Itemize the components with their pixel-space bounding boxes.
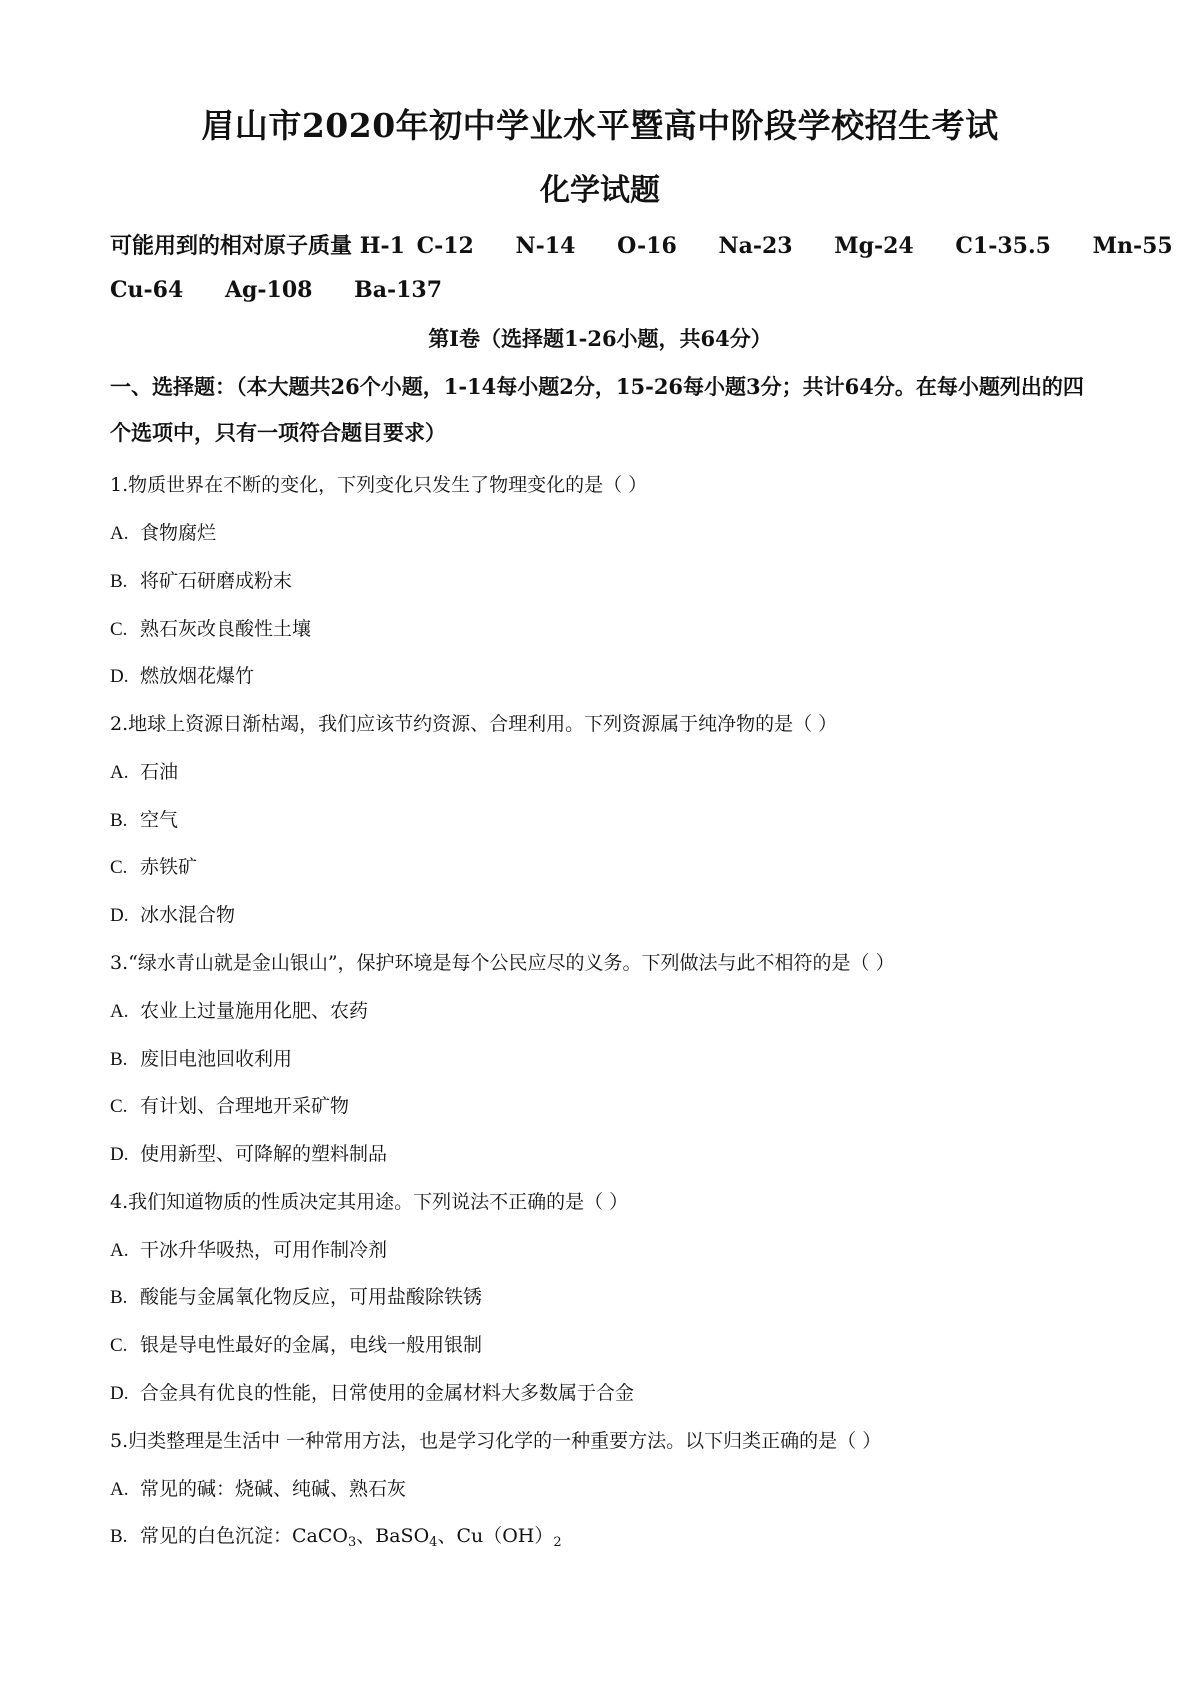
option: A. 干冰升华吸热，可用作制冷剂: [110, 1239, 388, 1261]
option: D. 冰水混合物: [110, 904, 236, 926]
option: B. 常见的白色沉淀：CaCO$_3$、BaSO$_4$、$Cu(OH)_2$: [110, 1525, 562, 1550]
option: A. 食物腐烂: [110, 522, 217, 544]
atomic-masses-row-1: [110, 229, 1200, 260]
option: B. 酸能与金属氧化物反应，可用盐酸除铁锈: [110, 1286, 483, 1308]
mass-item: N-14: [515, 233, 576, 259]
mass-item: Cu-64: [110, 277, 184, 303]
option: D. 燃放烟花爆竹: [110, 665, 255, 687]
option: C. 赤铁矿: [110, 856, 198, 878]
option: D. 使用新型、可降解的塑料制品: [110, 1143, 388, 1165]
mass-item: Mn-55: [1092, 233, 1173, 259]
mass-item: Ag-108: [224, 277, 313, 303]
question-stem: 4.我们知道物质的性质决定其用途。下列说法不正确的是（ ）: [110, 1191, 629, 1213]
question-stem: 2.地球上资源日渐枯竭，我们应该节约资源、合理利用。下列资源属于纯净物的是（ ）: [110, 713, 838, 735]
option: A. 石油: [110, 761, 179, 783]
question-stem: 1.物质世界在不断的变化，下列变化只发生了物理变化的是（ ）: [110, 474, 648, 496]
option: C. 银是导电性最好的金属，电线一般用银制: [110, 1334, 483, 1356]
exam-subtitle: 化学试题: [540, 173, 660, 208]
atomic-masses-label: 可能用到的相对原子质量 H-1: [110, 233, 405, 259]
mass-item: Mg-24: [834, 233, 914, 259]
option: B. 空气: [110, 809, 179, 831]
atomic-masses-row-2: [110, 277, 476, 303]
option: B. 废旧电池回收利用: [110, 1048, 293, 1070]
mass-item: Na-23: [718, 233, 793, 259]
option: D. 合金具有优良的性能，日常使用的金属材料大多数属于合金: [110, 1382, 635, 1404]
option: C. 熟石灰改良酸性土壤: [110, 618, 312, 640]
question-stem: 3.“绿水青山就是金山银山”，保护环境是每个公民应尽的义务。下列做法与此不相符的是（ ）: [110, 952, 895, 974]
mass-item: C-12: [416, 233, 474, 259]
mass-item: O-16: [617, 233, 677, 259]
question-stem: 5.归类整理是生活中 一种常用方法，也是学习化学的一种重要方法。以下归类正确的是（ ）: [110, 1430, 882, 1452]
option: A. 农业上过量施用化肥、农药: [110, 1000, 369, 1022]
section-title: 第I卷（选择题1-26小题，共64分）: [428, 326, 772, 351]
option: B. 将矿石研磨成粉末: [110, 570, 293, 592]
option: A. 常见的碱：烧碱、纯碱、熟石灰: [110, 1478, 407, 1500]
section-instructions: 一、选择题：（本大题共26个小题，1-14每小题2分，15-26每小题3分；共计64分。在每小题列出的四个选项中，只有一项符合题目要求）: [110, 374, 1084, 445]
mass-item: C1-35.5: [955, 233, 1051, 259]
option: C. 有计划、合理地开采矿物: [110, 1095, 350, 1117]
exam-title: 眉山市2020年初中学业水平暨高中阶段学校招生考试: [201, 106, 999, 145]
mass-item: Ba-137: [354, 277, 443, 303]
